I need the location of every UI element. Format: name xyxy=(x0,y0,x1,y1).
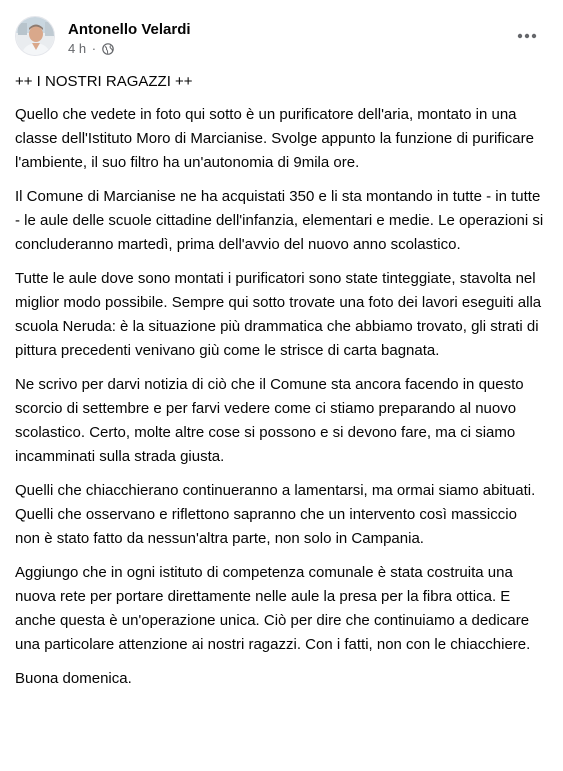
post-paragraph: Il Comune di Marcianise ne ha acquistati 350 e li sta montando in tutte - in tutte - le aule delle scuole cittadine dell'infanzia, elementari e medie. Le operazioni si concluderanno martedì, prima dell'avvio del nuovo anno scolastico. xyxy=(15,188,544,253)
post-paragraph: Ne scrivo per darvi notizia di ciò che il Comune sta ancora facendo in questo scorcio di settembre e per farvi vedere come ci stiamo preparando al nuovo scolastico. Certo, molte altre cose si possono e si devono fare, ma ci siamo incamminati sulla strada giusta. xyxy=(15,376,524,465)
post-paragraph: Quelli che chiacchierano continueranno a lamentarsi, ma ormai siamo abituati. Quelli che osservano e riflettono sapranno che un intervento così massiccio non è stato fatto da nessun'altra parte, non solo in Campania. xyxy=(15,482,536,547)
post-paragraph: Quello che vedete in foto qui sotto è un purificatore dell'aria, montato in una classe dell'Istituto Moro di Marcianise. Svolge appunto la funzione di purificare l'ambiente, il suo filtro ha un'autonomia di 9mila ore. xyxy=(15,106,534,171)
post-timestamp[interactable]: 4 h xyxy=(68,41,87,56)
more-options-button[interactable] xyxy=(509,24,545,48)
more-horizontal-icon xyxy=(517,33,537,39)
post-closing: Buona domenica. xyxy=(15,670,132,687)
post-paragraph: Aggiungo che in ogni istituto di competenza comunale è stata costruita una nuova rete per portare direttamente nelle aule la presa per la fibra ottica. E anche questa è un'operazione unica. Ciò per dire che continuiamo a dedicare una particolare attenzione ai nostri ragazzi. Con i fatti, non con le chiacchiere. xyxy=(15,564,531,653)
post-heading: ++ I NOSTRI RAGAZZI ++ xyxy=(15,73,193,90)
avatar-photo xyxy=(16,17,55,56)
meta-separator: · xyxy=(91,41,97,56)
globe-icon[interactable] xyxy=(102,43,114,59)
post-header xyxy=(15,16,548,60)
author-name[interactable]: Antonello Velardi xyxy=(68,21,191,38)
author-avatar[interactable] xyxy=(15,16,55,56)
post-body xyxy=(15,70,545,701)
post-paragraph: Tutte le aule dove sono montati i purificatori sono state tinteggiate, stavolta nel miglior modo possibile. Sempre qui sotto trovate una foto dei lavori eseguiti alla scuola Neruda: è la situazione più drammatica che abbiamo trovato, gli strati di pittura precedenti venivano giù come le strisce di carta bagnata. xyxy=(15,270,542,359)
post-meta xyxy=(68,41,114,59)
